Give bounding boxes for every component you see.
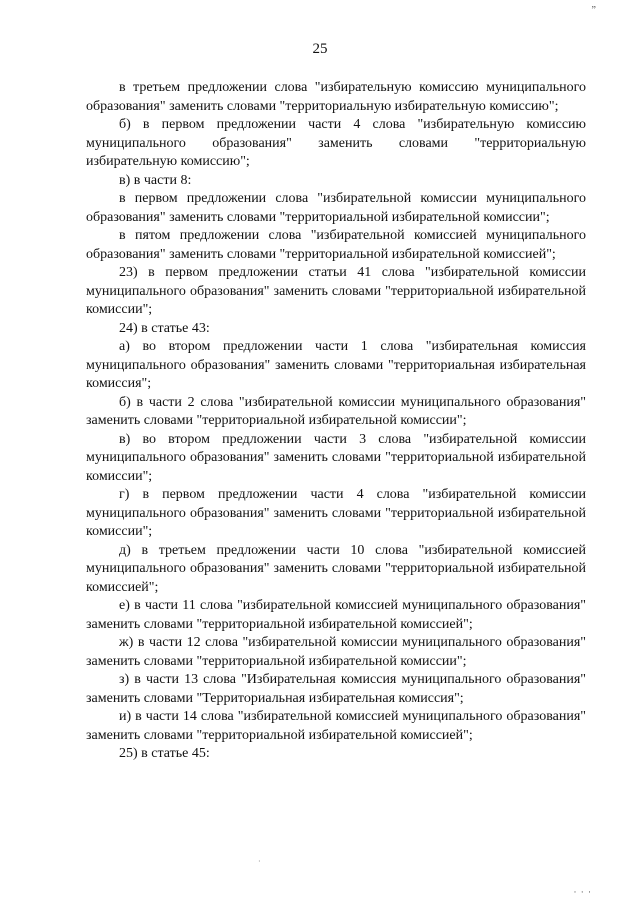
paragraph: е) в части 11 слова "избирательной комиссией муниципального образования" заменить словами "территориальной избирательной комиссией"; [86,598,586,632]
paragraph: б) в части 2 слова "избирательной комиссии муниципального образования" заменить словами "территориальной избирательной комиссии"; [86,394,586,428]
paragraph: а) во втором предложении части 1 слова "избирательная комиссия муниципального образования" заменить словами "территориальная избирательная комиссия"; [86,339,586,391]
paragraph: в) в части 8: [119,172,192,188]
paragraph: и) в части 14 слова "избирательной комиссией муниципального образования" заменить словами "территориальной избирательной комиссией"; [86,709,586,743]
paragraph: 25) в статье 45: [119,746,210,761]
paragraph: б) в первом предложении части 4 слова "избирательную комиссию муниципального образования" заменить словами "территориальную избирательную комиссию"; [86,117,586,169]
paragraph: в пятом предложении слова "избирательной комиссией муниципального образования" заменить словами "территориальной избирательной комиссией"; [86,228,586,262]
document-body [86,79,586,764]
paragraph: 23) в первом предложении статьи 41 слова "избирательной комиссии муниципального образования" заменить словами "территориальной избирательной комиссии"; [86,265,586,317]
paragraph: г) в первом предложении части 4 слова "избирательной комиссии муниципального образования" заменить словами "территориальной избирательной комиссии"; [86,487,586,539]
paragraph: в) во втором предложении части 3 слова "избирательной комиссии муниципального образования" заменить словами "территориальной избирательной комиссии"; [86,431,586,484]
corner-scan-mark: „ [591,0,596,10]
paragraph: в первом предложении слова "избирательной комиссии муниципального образования" заменить словами "территориальной избирательной комиссии"; [86,191,586,225]
scan-speck: · [258,857,261,866]
paragraph: д) в третьем предложении части 10 слова "избирательной комиссией муниципального образования" заменить словами "территориальной избирательной комиссией"; [86,542,586,595]
paragraph: ж) в части 12 слова "избирательной комиссии муниципального образования" заменить словами "территориальной избирательной комиссии"; [86,635,586,669]
paragraph: 24) в статье 43: [119,320,210,336]
footer-scan-mark: · · · [573,887,592,897]
paragraph: в третьем предложении слова "избирательную комиссию муниципального образования" заменить словами "территориальную избирательную комиссию"; [86,80,586,114]
paragraph: з) в части 13 слова "Избирательная комиссия муниципального образования" заменить словами "Территориальная избирательная комиссия"; [86,672,586,706]
page-number: 25 [312,41,328,57]
